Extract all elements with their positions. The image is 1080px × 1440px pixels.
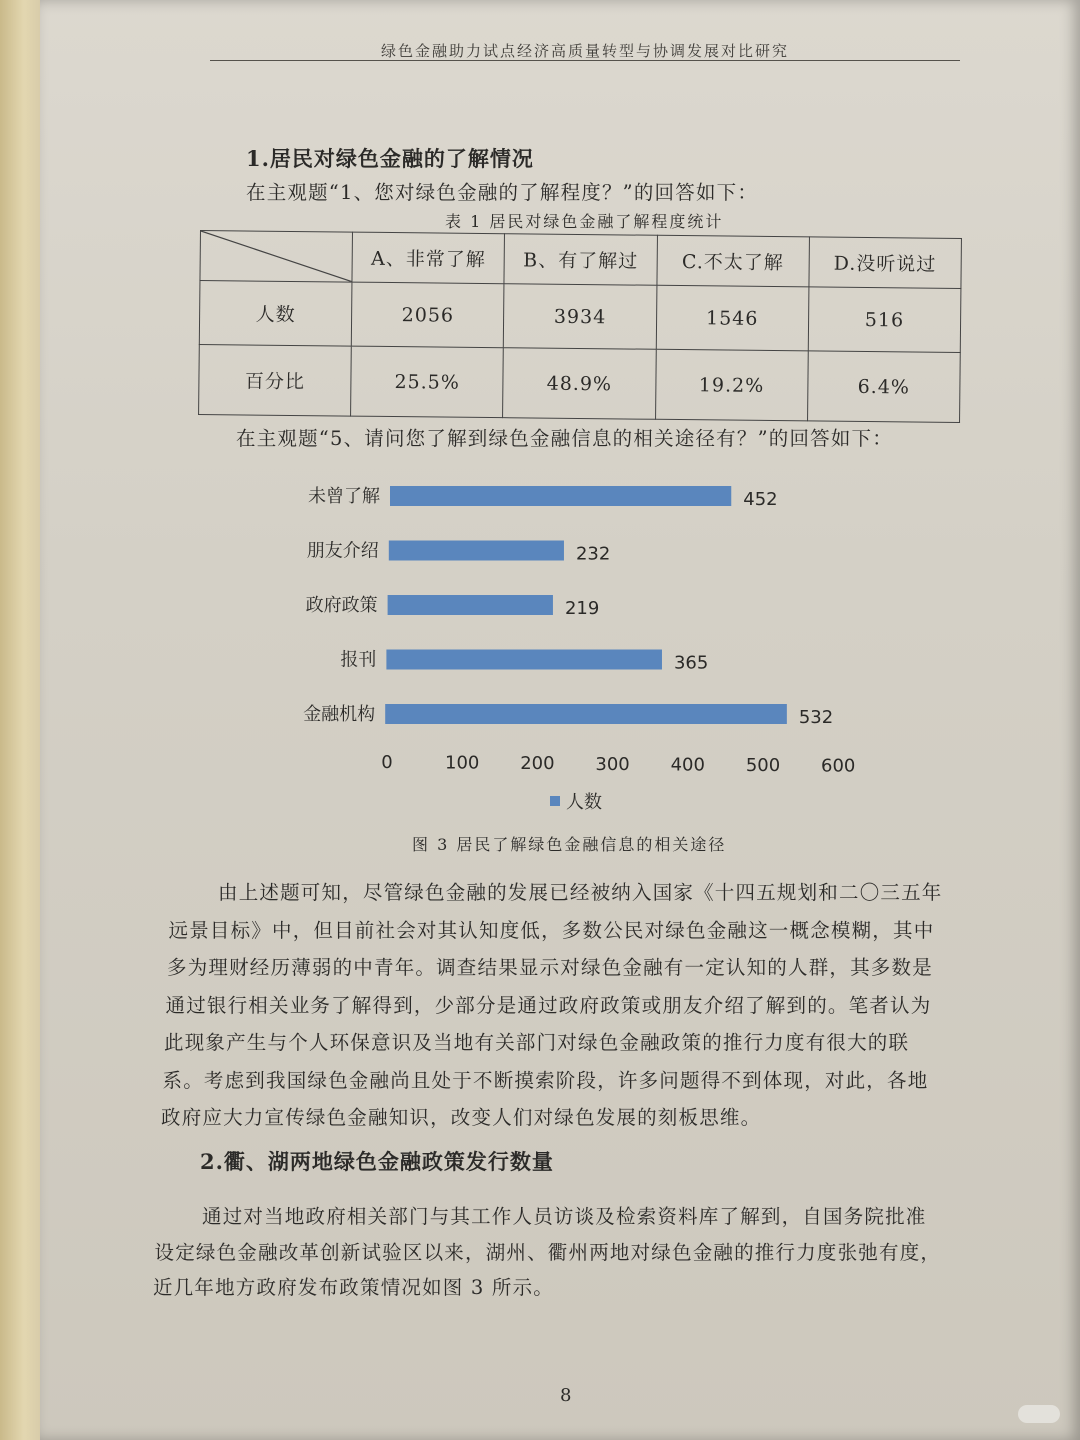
table-cell: 3934 (504, 284, 657, 350)
watermark-badge (1018, 1405, 1060, 1423)
bar-value-label: 219 (564, 598, 600, 619)
x-tick-label: 300 (595, 753, 630, 775)
table-row (199, 281, 961, 353)
table-header-row (200, 231, 961, 289)
bar-category-label: 政府政策 (305, 595, 378, 616)
chart-intro: 在主观题“5、请问您了解到绿色金融信息的相关途径有？”的回答如下： (236, 427, 893, 450)
bar (390, 486, 731, 506)
bar-category-label: 报刊 (340, 649, 377, 671)
legend-swatch (550, 796, 560, 806)
x-tick-label: 200 (520, 753, 555, 775)
awareness-table (198, 230, 962, 423)
table-col-header: B、有了解过 (504, 234, 657, 286)
table-row-label: 百分比 (199, 344, 352, 416)
notebook-edge (0, 0, 40, 1440)
paragraph-line: 通过银行相关业务了解得到，少部分是通过政府政策或朋友介绍了解到的。笔者认为 (165, 993, 932, 1017)
paragraph-line: 设定绿色金融改革创新试验区以来，湖州、衢州两地对绿色金融的推行力度张弛有度， (154, 1240, 942, 1264)
header-rule (210, 60, 960, 61)
running-header: 绿色金融助力试点经济高质量转型与协调发展对比研究 (380, 42, 789, 60)
x-tick-label: 100 (445, 752, 480, 774)
table-caption: 表 1 居民对绿色金融了解程度统计 (445, 212, 724, 231)
table-cell: 6.4% (807, 351, 960, 423)
paragraph-line: 多为理财经历薄弱的中青年。调查结果显示对绿色金融有一定认知的人群，其多数是 (167, 956, 933, 979)
figure-caption: 图 3 居民了解绿色金融信息的相关途径 (412, 835, 727, 854)
paragraph-line: 此现象产生与个人环保意识及当地有关部门对绿色金融政策的推行力度有很大的联 (164, 1031, 910, 1054)
bar (385, 704, 787, 724)
paragraph-line: 系。考虑到我国绿色金融尚且处于不断摸索阶段，许多问题得不到体现，对此，各地 (162, 1068, 929, 1092)
table-cell: 25.5% (351, 346, 504, 418)
table-cell: 1546 (656, 285, 809, 351)
table-cell: 19.2% (655, 349, 808, 421)
bar-value-label: 365 (673, 652, 709, 674)
paragraph-line: 远景目标》中，但目前社会对其认知度低，多数公民对绿色金融这一概念模糊，其中 (168, 918, 935, 942)
table-col-header: D.没听说过 (809, 237, 962, 289)
bar-category-label: 未曾了解 (308, 486, 380, 507)
table-row-label: 人数 (199, 281, 352, 347)
table-col-header: A、非常了解 (352, 232, 505, 284)
paragraph-line: 由上述题可知，尽管绿色金融的发展已经被纳入国家《十四五规划和二〇三五年 (218, 881, 943, 904)
x-tick-label: 500 (745, 755, 781, 776)
paragraph-line: 政府应大力宣传绿色金融知识，改变人们对绿色发展的刻板思维。 (161, 1106, 762, 1129)
table-corner-cell (200, 231, 353, 283)
table-cell: 2056 (351, 282, 504, 348)
paragraph-line: 近几年地方政府发布政策情况如图 3 所示。 (153, 1276, 555, 1299)
page-number: 8 (560, 1385, 572, 1406)
bar (389, 541, 564, 561)
section-1-intro: 在主观题“1、您对绿色金融的了解程度？”的回答如下： (246, 181, 759, 204)
bar (388, 595, 553, 615)
x-tick-label: 400 (670, 754, 705, 776)
legend-label: 人数 (566, 792, 602, 813)
bar-value-label: 532 (798, 707, 834, 728)
bar-value-label: 232 (575, 543, 611, 565)
table-cell: 48.9% (503, 348, 656, 420)
bar-category-label: 金融机构 (303, 704, 376, 725)
bar (386, 650, 662, 670)
channels-bar-chart (280, 470, 880, 820)
table-row (199, 344, 961, 422)
table-col-header: C.不太了解 (657, 235, 810, 287)
x-tick-label: 600 (821, 755, 856, 777)
bar-category-label: 朋友介绍 (306, 540, 379, 562)
paragraph-line: 通过对当地政府相关部门与其工作人员访谈及检索资料库了解到，自国务院批准 (202, 1205, 927, 1228)
table-cell: 516 (808, 287, 961, 353)
bar-value-label: 452 (743, 489, 778, 510)
x-tick-label: 0 (381, 752, 393, 773)
section-1-heading: 1.居民对绿色金融的了解情况 (246, 146, 534, 171)
section-2-heading: 2.衢、湖两地绿色金融政策发行数量 (200, 1149, 554, 1174)
